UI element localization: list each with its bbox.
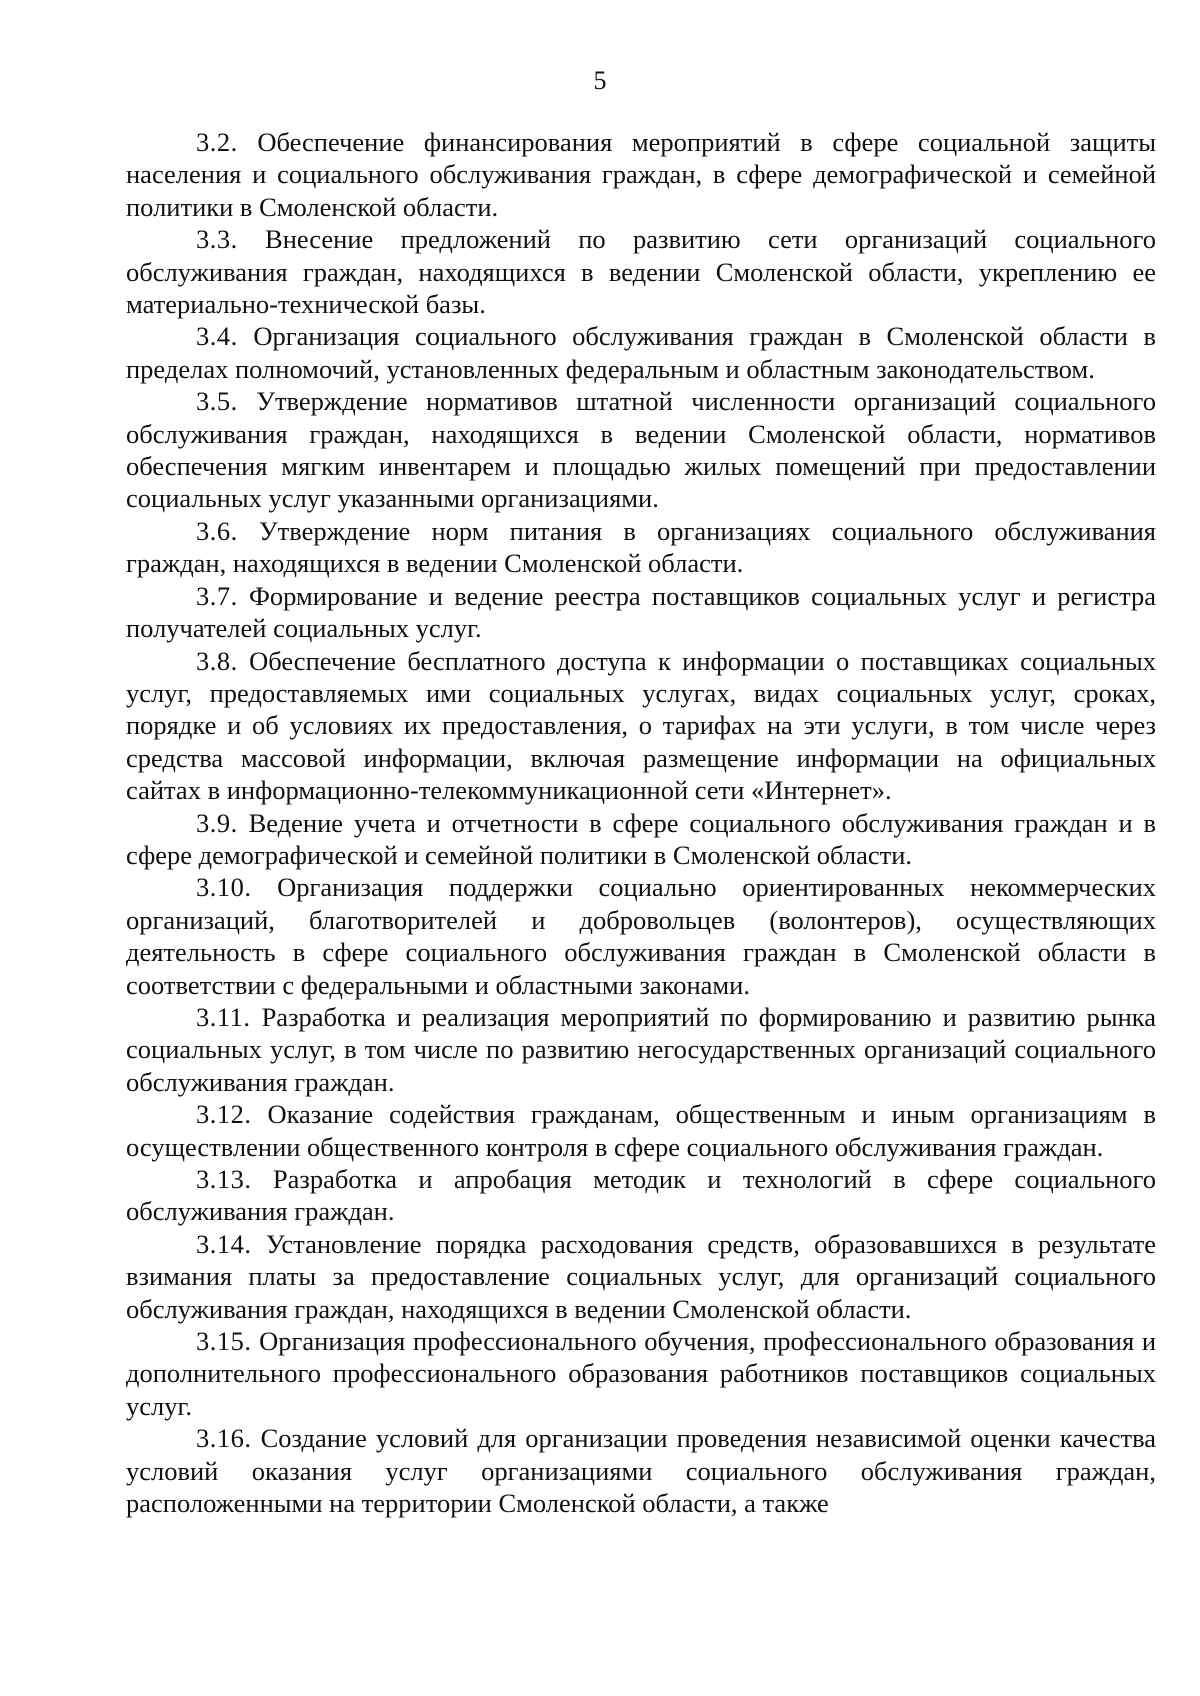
document-body: [126, 126, 1156, 1519]
paragraph-3-14: [126, 1228, 1156, 1325]
paragraph-number: 3.3.: [196, 224, 238, 255]
paragraph-3-10: [126, 871, 1156, 1001]
paragraph-3-2: [126, 126, 1156, 223]
paragraph-number: 3.6.: [196, 515, 238, 546]
paragraph-text: Ведение учета и отчетности в сфере социального обслуживания граждан и в сфере демографической и семейной политики в Смоленской области.: [126, 807, 1156, 870]
paragraph-text: Установление порядка расходования средств, образовавшихся в результате взимания платы за предоставление социальных услуг, для организаций социального обслуживания граждан, находящихся в ведении Смоленской области.: [126, 1228, 1157, 1324]
paragraph-text: Формирование и ведение реестра поставщиков социальных услуг и регистра получателей социальных услуг.: [126, 580, 1157, 644]
paragraph-number: 3.16.: [196, 1423, 252, 1454]
paragraph-3-11: [126, 1001, 1156, 1098]
paragraph-text: Утверждение нормативов штатной численности организаций социального обслуживания граждан, находящихся в ведении Смоленской области, нормативов обеспечения мягким инвентарем и площадью жилых помещений при предоставлении социальных услуг указанными организациями.: [126, 386, 1157, 514]
paragraph-number: 3.14.: [196, 1228, 252, 1259]
paragraph-3-12: [126, 1098, 1156, 1163]
paragraph-number: 3.9.: [196, 807, 238, 838]
paragraph-number: 3.10.: [196, 872, 252, 903]
paragraph-3-15: [126, 1325, 1156, 1422]
page-number: 5: [593, 66, 607, 95]
paragraph-text: Разработка и апробация методик и технологий в сфере социального обслуживания граждан.: [126, 1164, 1157, 1227]
paragraph-3-6: [126, 515, 1156, 580]
paragraph-text: Обеспечение финансирования мероприятий в сфере социальной защиты населения и социального обслуживания граждан, в сфере демографической и семейной политики в Смоленской области.: [126, 127, 1157, 222]
paragraph-3-7: [126, 580, 1156, 645]
paragraph-text: Утверждение норм питания в организациях социального обслуживания граждан, находящихся в ведении Смоленской области.: [126, 515, 1156, 579]
paragraph-number: 3.7.: [196, 580, 238, 611]
paragraph-text: Обеспечение бесплатного доступа к информации о поставщиках социальных услуг, предоставляемых ими социальных услугах, видах социальных услуг, сроках, порядке и об условиях их предоставления, о тарифах на эти услуги, в том числе через средства массовой информации, включая размещение информации на официальных сайтах в информационно-телекоммуникационной сети «Интернет».: [126, 645, 1157, 806]
paragraph-text: Организация профессионального обучения, профессионального образования и дополнительного профессионального образования работников поставщиков социальных услуг.: [126, 1326, 1156, 1421]
paragraph-number: 3.15.: [196, 1326, 252, 1357]
paragraph-number: 3.11.: [196, 1001, 251, 1032]
paragraph-number: 3.4.: [196, 321, 238, 352]
paragraph-text: Оказание содействия гражданам, общественным и иным организациям в осуществлении общественного контроля в сфере социального обслуживания граждан.: [126, 1099, 1156, 1162]
paragraph-3-13: [126, 1163, 1156, 1228]
paragraph-number: 3.2.: [196, 127, 238, 157]
paragraph-3-8: [126, 645, 1156, 807]
paragraph-3-3: [126, 223, 1156, 320]
paragraph-3-4: [126, 320, 1156, 385]
paragraph-3-5: [126, 385, 1156, 515]
paragraph-3-16: [126, 1422, 1156, 1519]
paragraph-text: Создание условий для организации проведения независимой оценки качества условий оказания услуг организациями социального обслуживания граждан, расположенными на территории Смоленской области, а также: [126, 1423, 1156, 1519]
paragraph-text: Организация поддержки социально ориентированных некоммерческих организаций, благотворителей и добровольцев (волонтеров), осуществляющих деятельность в сфере социального обслуживания граждан в Смоленской области в соответствии с федеральными и областными законами.: [126, 872, 1156, 1000]
paragraph-number: 3.5.: [196, 386, 238, 417]
paragraph-number: 3.12.: [196, 1099, 252, 1130]
paragraph-text: Разработка и реализация мероприятий по формированию и развитию рынка социальных услуг, в том числе по развитию негосударственных организаций социального обслуживания граждан.: [126, 1001, 1156, 1097]
paragraph-text: Организация социального обслуживания граждан в Смоленской области в пределах полномочий, установленных федеральным и областным законодательством.: [126, 321, 1156, 384]
paragraph-text: Внесение предложений по развитию сети организаций социального обслуживания граждан, находящихся в ведении Смоленской области, укреплению ее материально-технической базы.: [126, 224, 1156, 320]
paragraph-number: 3.8.: [196, 645, 238, 676]
paragraph-number: 3.13.: [196, 1164, 252, 1194]
paragraph-3-9: [126, 807, 1156, 872]
